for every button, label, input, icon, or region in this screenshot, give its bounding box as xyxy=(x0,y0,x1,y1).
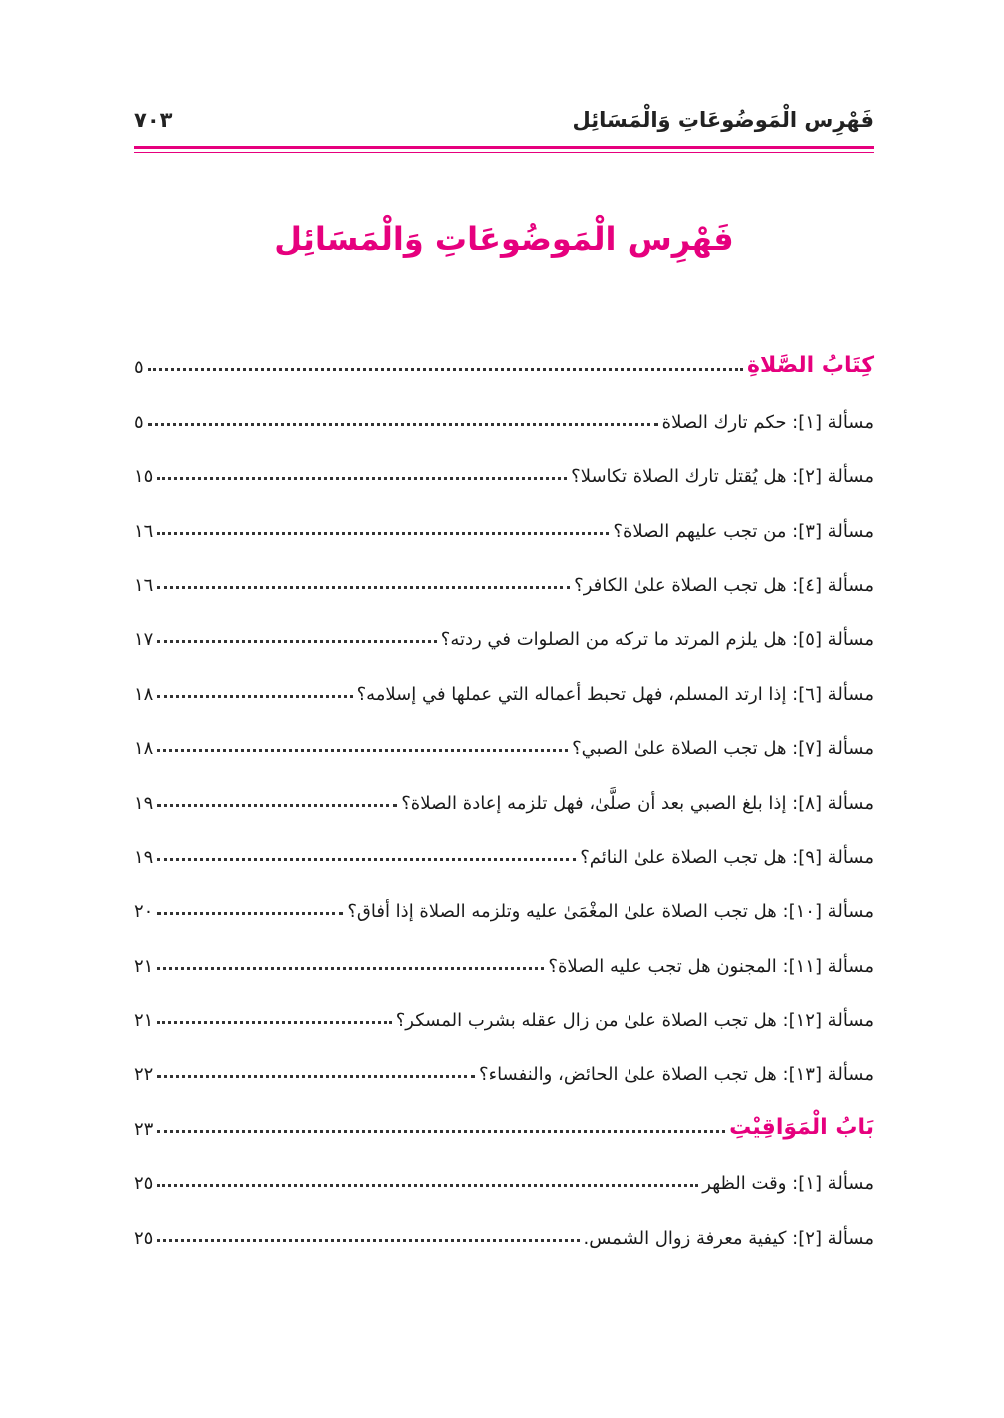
toc-page-number: ٢١ xyxy=(134,955,154,977)
toc-entry-row xyxy=(134,763,874,817)
toc-dot-leader xyxy=(157,1184,698,1187)
toc-page-number: ١٦ xyxy=(134,520,154,542)
toc-entry-row xyxy=(134,437,874,491)
toc-page-number: ٢٣ xyxy=(134,1118,154,1140)
toc-dot-leader xyxy=(157,967,544,970)
toc-dot-leader xyxy=(157,804,397,807)
toc-page-number: ٥ xyxy=(134,357,144,379)
toc-dot-leader xyxy=(157,640,436,643)
toc-entry-row xyxy=(134,1035,874,1089)
toc-entry-label: مسألة [٢]: هل يُقتل تارك الصلاة تكاسلا؟ xyxy=(571,466,874,488)
toc-page-number: ٢٢ xyxy=(134,1064,154,1086)
toc-dot-leader xyxy=(157,1075,475,1078)
toc-entry-label: مسألة [١]: حكم تارك الصلاة xyxy=(661,411,874,433)
toc-page-number: ١٩ xyxy=(134,846,154,868)
toc-page-number: ١٨ xyxy=(134,738,154,760)
toc-entry-label: مسألة [١٠]: هل تجب الصلاة علىٰ المغْمَىٰ عليه وتلزمه الصلاة إذا أفاق؟ xyxy=(347,901,874,923)
toc-page-number: ٢٥ xyxy=(134,1227,154,1249)
toc-page-number: ٥ xyxy=(134,411,144,433)
toc-section-row xyxy=(134,328,874,382)
toc-dot-leader xyxy=(157,1130,725,1133)
toc-entry-row xyxy=(134,1144,874,1198)
toc-entry-row xyxy=(134,709,874,763)
toc-section-row xyxy=(134,1089,874,1143)
header-rule-thin xyxy=(134,152,874,153)
toc-dot-leader xyxy=(157,1021,391,1024)
toc-page-number: ٢١ xyxy=(134,1010,154,1032)
toc-page-number: ١٧ xyxy=(134,629,154,651)
toc-page-number: ١٨ xyxy=(134,683,154,705)
running-header-title: فَهْرِس الْمَوضُوعَاتِ وَالْمَسَائِل xyxy=(572,108,874,132)
running-header xyxy=(134,108,874,144)
toc-page-number: ١٩ xyxy=(134,792,154,814)
toc-dot-leader xyxy=(157,858,576,861)
toc-entry-label: مسألة [٢]: كيفية معرفة زوال الشمس. xyxy=(583,1227,874,1249)
toc-entry-label: مسألة [٩]: هل تجب الصلاة علىٰ النائم؟ xyxy=(580,846,874,868)
toc-page-number: ٢٠ xyxy=(134,901,154,923)
toc-entry-label: مسألة [١]: وقت الظهر xyxy=(702,1173,874,1195)
toc-dot-leader xyxy=(157,1239,579,1242)
index-title: فَهْرِس الْمَوضُوعَاتِ وَالْمَسَائِل xyxy=(274,220,734,258)
toc-entry-row xyxy=(134,818,874,872)
toc-dot-leader xyxy=(157,532,609,535)
toc-page-number: ٢٥ xyxy=(134,1173,154,1195)
toc-entry-row xyxy=(134,382,874,436)
toc-entry-row xyxy=(134,546,874,600)
toc-entry-label: مسألة [١٣]: هل تجب الصلاة علىٰ الحائض، والنفساء؟ xyxy=(479,1064,874,1086)
toc-dot-leader xyxy=(157,912,343,915)
toc-entry-row xyxy=(134,600,874,654)
toc-entry-label: مسألة [١١]: المجنون هل تجب عليه الصلاة؟ xyxy=(548,955,874,977)
toc-dot-leader xyxy=(157,477,567,480)
toc-entry-label: مسألة [١٢]: هل تجب الصلاة علىٰ من زال عقله بشرب المسكر؟ xyxy=(395,1010,874,1032)
toc-entry-label: مسألة [٤]: هل تجب الصلاة علىٰ الكافر؟ xyxy=(574,574,874,596)
toc-dot-leader xyxy=(148,423,658,426)
toc-page-number: ١٥ xyxy=(134,466,154,488)
toc-entry-label: مسألة [٨]: إذا بلغ الصبي بعد أن صلَّىٰ، فهل تلزمه إعادة الصلاة؟ xyxy=(401,792,874,814)
table-of-contents xyxy=(134,328,874,1253)
toc-entry-label: مسألة [٥]: هل يلزم المرتد ما تركه من الصلوات في ردته؟ xyxy=(440,629,874,651)
toc-entry-label: مسألة [٣]: من تجب عليهم الصلاة؟ xyxy=(613,520,874,542)
toc-dot-leader xyxy=(157,586,570,589)
toc-entry-label: مسألة [٧]: هل تجب الصلاة علىٰ الصبي؟ xyxy=(572,738,874,760)
toc-entry-row xyxy=(134,981,874,1035)
toc-section-label: كِتَابُ الصَّلاةِ xyxy=(747,353,874,379)
toc-entry-row xyxy=(134,926,874,980)
toc-entry-label: مسألة [٦]: إذا ارتد المسلم، فهل تحبط أعماله التي عملها في إسلامه؟ xyxy=(356,683,874,705)
toc-entry-row xyxy=(134,872,874,926)
toc-entry-row xyxy=(134,1198,874,1252)
toc-page-number: ١٦ xyxy=(134,574,154,596)
toc-entry-row xyxy=(134,654,874,708)
page-number: ٧٠٣ xyxy=(134,108,173,132)
toc-dot-leader xyxy=(157,749,568,752)
header-rule-thick xyxy=(134,146,874,149)
toc-dot-leader xyxy=(148,368,743,371)
toc-entry-row xyxy=(134,491,874,545)
toc-section-label: بَابُ الْمَوَاقِيْتِ xyxy=(729,1114,874,1140)
toc-dot-leader xyxy=(157,695,352,698)
